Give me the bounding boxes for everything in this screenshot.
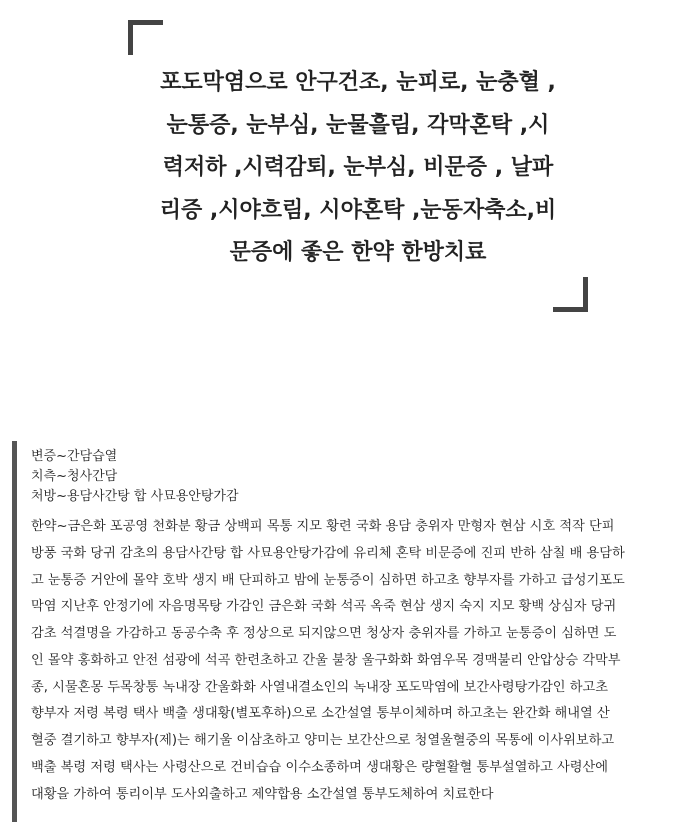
quote-line: 포도막염으로 안구건조, 눈피로, 눈충혈 , (160, 70, 556, 95)
quote-line: 리증 ,시야흐림, 시야혼탁 ,눈동자축소,비 (159, 197, 557, 223)
diagnosis-list (31, 447, 239, 507)
paragraph-line: 종, 시물혼몽 두목창통 녹내장 간울화화 사열내결소인의 녹내장 포도막염에 보간사령탕가감인 하고초 (31, 679, 608, 695)
quote-line: 력저하 ,시력감퇴, 눈부심, 비문증 , 날파 (162, 155, 554, 180)
paragraph-line: 향부자 저령 복령 택사 백출 생대황(별포후하)으로 소간설열 통부이체하며 하고초는 완간화 해내열 산 (31, 706, 610, 722)
quote-block (128, 20, 588, 312)
quote-corner-top-left (128, 20, 163, 55)
prescription-line: 처방~용담사간탕 합 사묘용안탕가감 (31, 489, 239, 504)
paragraph-line: 인 몰약 홍화하고 안전 섬광에 석곡 한련초하고 간울 불창 울구화화 화염우목 경맥불리 안압상승 각막부 (31, 652, 621, 668)
quote-line: 눈통증, 눈부심, 눈물흘림, 각막혼탁 ,시 (166, 112, 550, 138)
quote-title (150, 62, 566, 275)
paragraph-line: 감초 석결명을 가감하고 동공수축 후 정상으로 되지않으면 청상자 충위자를 가하고 눈통증이 심하면 도 (31, 626, 617, 641)
body-text-block (12, 441, 682, 822)
paragraph-line: 혈중 결기하고 향부자(제)는 해기울 이삼초하고 양미는 보간산으로 청열울혈중의 목통에 이사위보하고 (31, 733, 615, 748)
paragraph-line: 대황을 가하여 통리이부 도사외출하고 제약합용 소간설열 통부도체하여 치료한다 (31, 786, 494, 802)
herbal-medicine-paragraph (31, 514, 687, 808)
quote-line: 문증에 좋은 한약 한방치료 (229, 240, 487, 265)
paragraph-line: 한약~금은화 포공영 천화분 황금 상백피 목통 지모 황련 국화 용담 충위자 만형자 현삼 시호 적작 단피 (31, 519, 615, 534)
quote-corner-bottom-right (553, 277, 588, 312)
diagnosis-line: 변증~간담습열 (31, 449, 118, 464)
paragraph-line: 방풍 국화 당귀 감초의 용담사간탕 합 사묘용안탕가감에 유리체 혼탁 비문증에 진피 반하 삼칠 배 용담하 (31, 545, 625, 561)
paragraph-line: 고 눈통증 거안에 몰약 호박 생지 배 단피하고 밤에 눈통증이 심하면 하고초 향부자를 가하고 급성기포도 (31, 572, 625, 588)
paragraph-line: 막염 지난후 안정기에 자음명목탕 가감인 금은화 국화 석곡 옥죽 현삼 생지 숙지 지모 황백 상심자 당귀 (31, 599, 617, 615)
treatment-principle-line: 치측~청사간담 (31, 469, 118, 484)
paragraph-line: 백출 복령 저령 택사는 사령산으로 건비습습 이수소종하며 생대황은 량혈활혈 통부설열하고 사령산에 (31, 759, 608, 775)
